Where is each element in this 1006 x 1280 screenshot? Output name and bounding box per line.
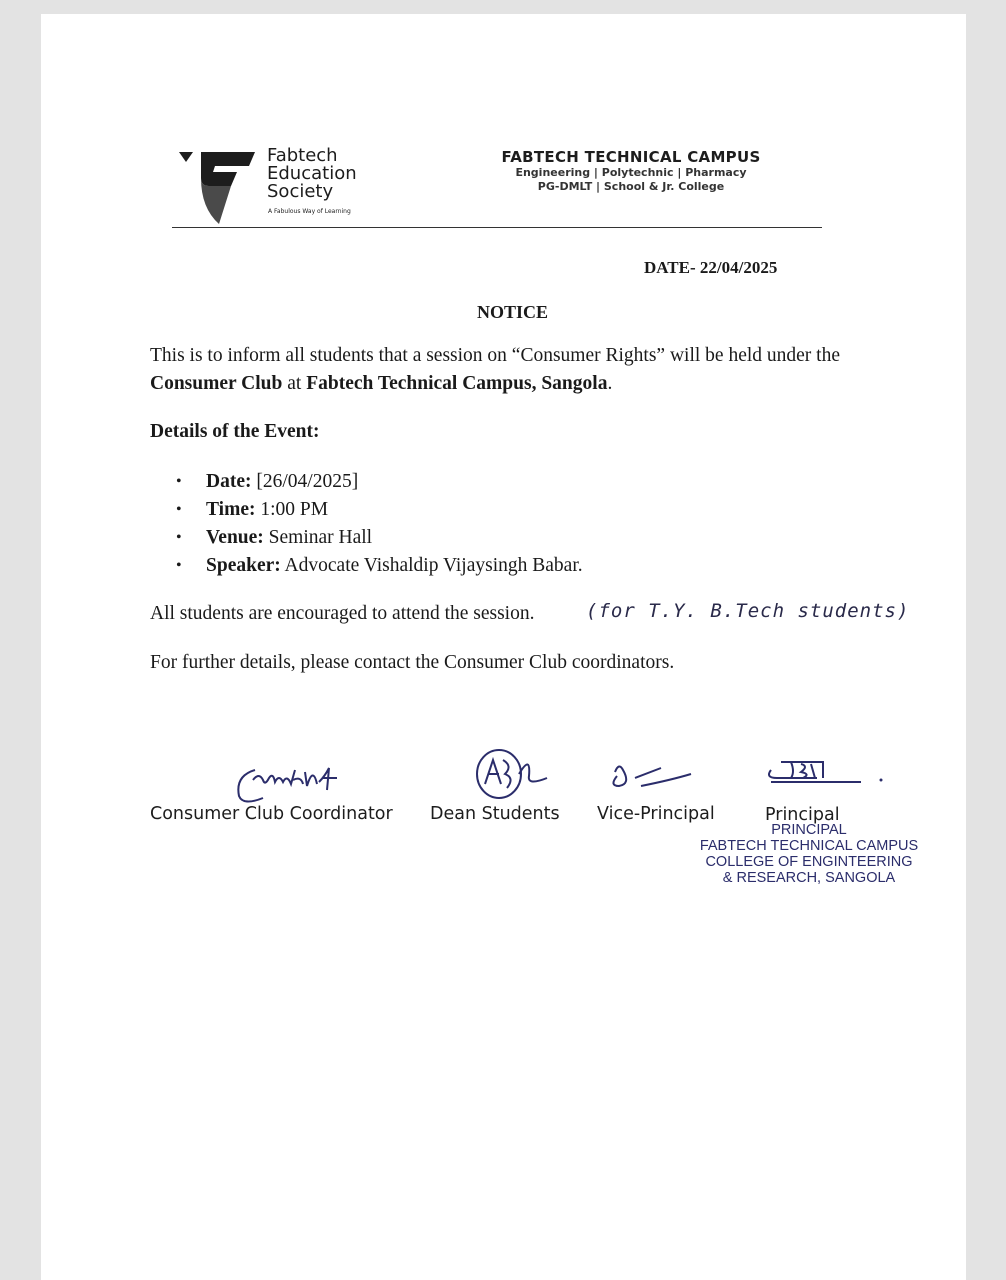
intro-paragraph xyxy=(150,342,870,398)
detail-value: 1:00 PM xyxy=(255,499,329,520)
org-name-line2: Education xyxy=(267,163,357,184)
campus-line1: Engineering | Polytechnic | Pharmacy xyxy=(515,166,747,179)
notice-title: NOTICE xyxy=(477,302,549,322)
vice-principal-label: Vice-Principal xyxy=(597,804,715,824)
notice-page xyxy=(41,14,966,1280)
org-name xyxy=(267,147,357,201)
org-name-line1: Fabtech xyxy=(267,145,338,166)
event-details-list xyxy=(176,468,583,580)
intro-bold-club: Consumer Club xyxy=(150,373,283,394)
principal-label: Principal xyxy=(765,805,840,825)
vice-principal-signature-icon xyxy=(601,756,701,796)
encourage-text: All students are encouraged to attend the session. xyxy=(150,603,535,624)
campus-line2: PG-DMLT | School & Jr. College xyxy=(537,180,725,193)
stamp-line3: COLLEGE OF ENGINTEERING xyxy=(705,854,913,870)
list-item xyxy=(176,524,583,552)
list-item xyxy=(176,496,583,524)
principal-signature-icon xyxy=(761,752,891,786)
list-item xyxy=(176,468,583,496)
stamp-line2: FABTECH TECHNICAL CAMPUS xyxy=(699,838,919,854)
dean-label: Dean Students xyxy=(430,804,560,824)
detail-value: Seminar Hall xyxy=(263,527,373,548)
detail-value: [26/04/2025] xyxy=(251,471,359,492)
further-details-text: For further details, please contact the Consumer Club coordinators. xyxy=(150,652,675,673)
handwritten-note: (for T.Y. B.Tech students) xyxy=(586,600,910,622)
org-tagline: A Fabulous Way of Learning xyxy=(268,208,351,215)
stamp-line1: PRINCIPAL xyxy=(771,822,847,838)
coordinator-signature-icon xyxy=(233,762,353,808)
intro-bold-campus: Fabtech Technical Campus, Sangola xyxy=(306,373,608,394)
notice-date: DATE- 22/04/2025 xyxy=(644,258,778,277)
coordinator-label: Consumer Club Coordinator xyxy=(150,804,393,824)
stamp-line4: & RESEARCH, SANGOLA xyxy=(722,870,896,886)
fabtech-logo-icon xyxy=(179,148,259,228)
principal-stamp xyxy=(699,822,919,886)
org-name-line3: Society xyxy=(267,181,334,202)
campus-name: FABTECH TECHNICAL CAMPUS xyxy=(501,148,761,166)
intro-text-1: This is to inform all students that a session on “Consumer Rights” will be held under the xyxy=(150,345,840,366)
campus-header xyxy=(441,148,821,194)
intro-text-2: at xyxy=(282,373,307,394)
header-divider xyxy=(172,227,822,228)
list-item xyxy=(176,552,583,580)
intro-text-3: . xyxy=(607,373,613,394)
detail-label: Date: xyxy=(206,471,252,492)
detail-label: Time: xyxy=(206,499,256,520)
detail-label: Venue: xyxy=(206,527,264,548)
details-title: Details of the Event: xyxy=(150,421,320,442)
detail-label: Speaker: xyxy=(206,555,281,576)
detail-value: Advocate Vishaldip Vijaysingh Babar. xyxy=(280,555,583,576)
